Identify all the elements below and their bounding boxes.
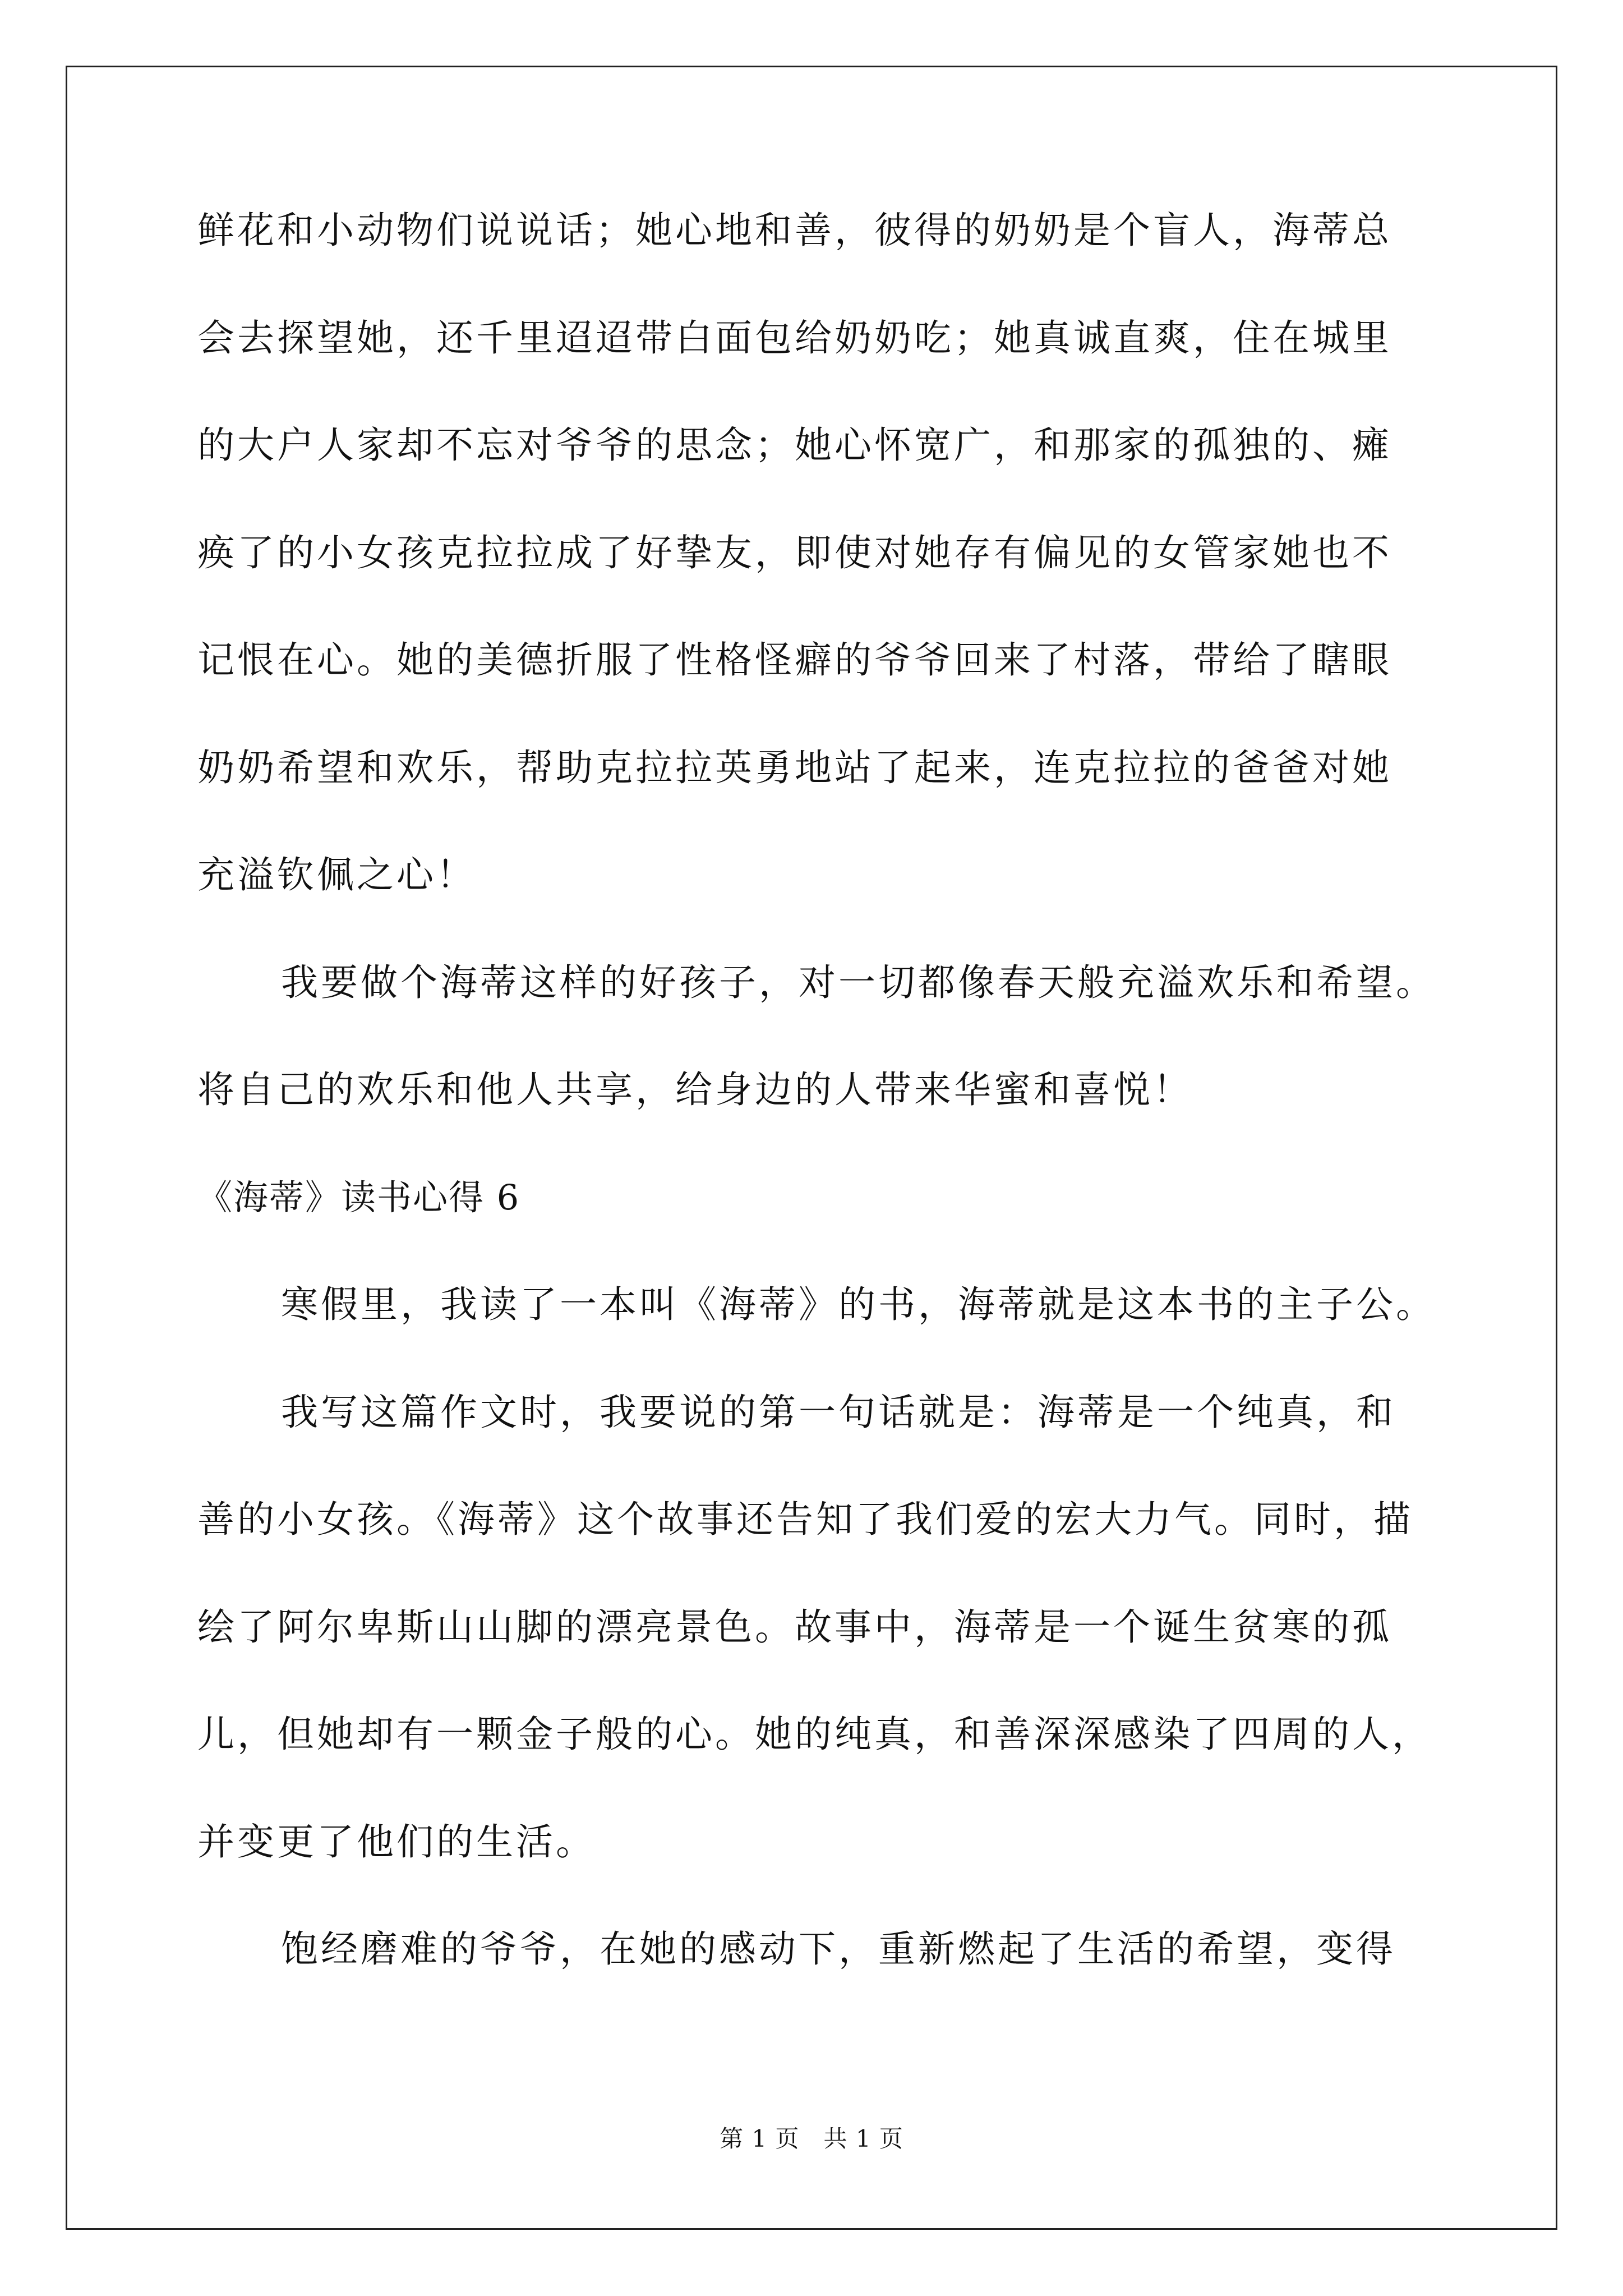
text-line: 我要做个海蒂这样的好孩子，对一切都像春天般充溢欢乐和希望。 xyxy=(281,960,1436,1004)
text-line: 鲜花和小动物们说说话；她心地和善，彼得的奶奶是个盲人，海蒂总 xyxy=(197,209,1392,252)
text-line: 痪了的小女孩克拉拉成了好挚友，即使对她存有偏见的女管家她也不 xyxy=(197,531,1392,574)
document-body xyxy=(197,209,1436,2039)
text-line: 奶奶希望和欢乐，帮助克拉拉英勇地站了起来，连克拉拉的爸爸对她 xyxy=(197,746,1392,789)
text-line: 我写这篇作文时，我要说的第一句话就是：海蒂是一个纯真，和 xyxy=(281,1390,1396,1434)
text-line: 寒假里，我读了一本叫《海蒂》的书，海蒂就是这本书的主子公。 xyxy=(281,1283,1436,1326)
section-heading: 《海蒂》读书心得 6 xyxy=(197,1176,520,1218)
text-line: 的大户人家却不忘对爷爷的思念；她心怀宽广，和那家的孤独的、瘫 xyxy=(197,424,1392,467)
text-line: 绘了阿尔卑斯山山脚的漂亮景色。故事中，海蒂是一个诞生贫寒的孤 xyxy=(197,1605,1392,1649)
page-footer: 第 1 页 共 1 页 xyxy=(720,2125,903,2152)
text-line: 善的小女孩。《海蒂》这个故事还告知了我们爱的宏大力气。同时，描 xyxy=(197,1498,1413,1541)
text-line: 并变更了他们的生活。 xyxy=(197,1820,596,1864)
text-line: 儿，但她却有一颗金子般的心。她的纯真，和善深深感染了四周的人， xyxy=(197,1713,1432,1756)
text-line: 将自己的欢乐和他人共享，给身边的人带来华蜜和喜悦！ xyxy=(197,1068,1193,1111)
text-line: 充溢钦佩之心！ xyxy=(197,853,476,896)
text-line: 会去探望她，还千里迢迢带白面包给奶奶吃；她真诚直爽，住在城里 xyxy=(197,316,1392,360)
text-line: 记恨在心。她的美德折服了性格怪癖的爷爷回来了村落，带给了瞎眼 xyxy=(197,638,1392,682)
text-line: 饱经磨难的爷爷，在她的感动下，重新燃起了生活的希望，变得 xyxy=(281,1927,1396,1971)
